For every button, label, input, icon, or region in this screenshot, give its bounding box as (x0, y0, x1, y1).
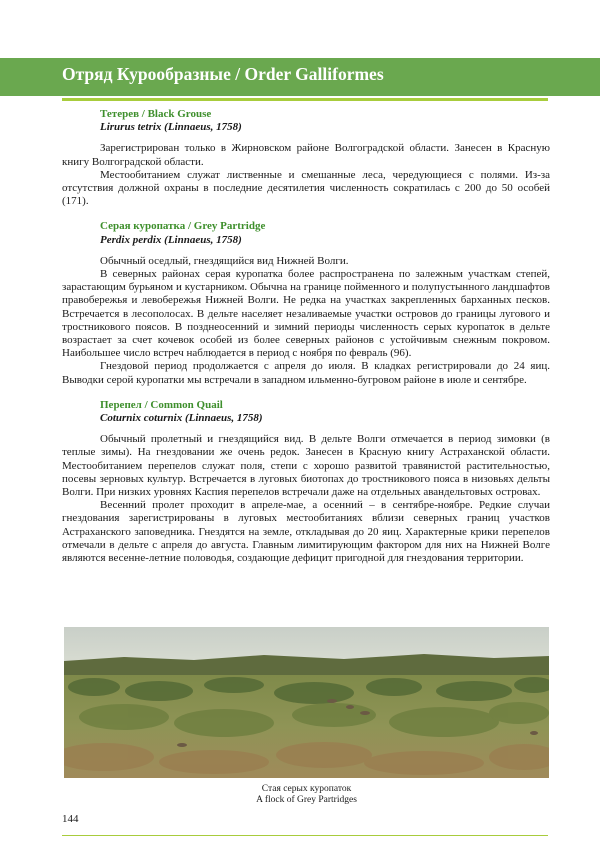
paragraph: Обычный оседлый, гнездящийся вид Нижней Волги. (100, 254, 349, 267)
steppe-photo (64, 627, 549, 778)
species-title: Тетерев / Black Grouse (100, 108, 212, 120)
species-title: Серая куропатка / Grey Partridge (100, 220, 266, 233)
species-latin-name: Coturnix coturnix (Linnaeus, 1758) (100, 412, 263, 425)
paragraph: Обычный пролетный и гнездящийся вид. В дельте Волги отмечается в период зимовки (в теплые зимы). На гнездовании же очень редок. Занесен в Красную книгу Астраханской области. Местообитанием перепелов служат поля, степи с хорошо развитой травянистой растительностью, посевы зерновых культур. Встречается в луговых биотопах до тростникового пояса в низовьях дельты Волги. При низких уровнях Каспия перепелов встречали даже на отдельных авандельтовых островах. (62, 433, 550, 499)
caption-russian: Стая серых куропаток (261, 784, 352, 794)
photo-caption (64, 784, 549, 806)
species-section-grey-partridge (62, 220, 550, 386)
main-text (62, 106, 550, 577)
order-title: Отряд Курообразные / Order Galliformes (62, 64, 384, 84)
paragraph: Гнездовой период продолжается с апреля до июля. В кладках регистрировали до 24 яиц. Выводки серой куропатки мы встречали в западном ильменно-бугровом районе в июле и сентябре. (62, 360, 550, 386)
paragraph: Местообитанием служат лиственные и смешанные леса, чередующиеся с полями. Из-за отсутствия должной охраны в последние десятилетия численность сократилась с 200 до 50 особей (171). (62, 168, 550, 208)
paragraph: Весенний пролет проходит в апреле-мае, а осенний – в сентябре-ноябре. Редкие случаи гнездования зарегистрированы в луговых местообитаниях вблизи северных границ участков Астраханского заповедника. Гнездятся на земле, откладывая до 20 яиц. Характерные крики перепелов отмечали в дельте с апреля до августа. Главным лимитирующим фактором для них на Нижней Волге являются весенне-летние половодья, создающие дефицит пригодной для гнездования территории. (62, 499, 550, 565)
caption-english: A flock of Grey Partridges (256, 795, 357, 805)
species-section-common-quail (62, 399, 550, 565)
species-section-black-grouse (62, 108, 550, 208)
header-rule (62, 98, 548, 101)
species-title: Перепел / Common Quail (100, 398, 223, 411)
paragraph: Зарегистрирован только в Жирновском районе Волгоградской области. Занесен в Красную книгу Волгоградской области. (62, 142, 550, 168)
species-latin-name: Lirurus tetrix (Linnaeus, 1758) (100, 121, 242, 134)
footer-rule (62, 835, 548, 836)
paragraph: В северных районах серая куропатка более распространена по залежным участкам степей, зарастающим бурьяном и кустарником. Обычна на границе пойменного и полупустынного ландшафтов правобережья и левобережья Нижней Волги. Не редка на участках закрепленных барханных песков. Встречается в лесополосах. В дельте населяет незаливаемые участки островов до границы лугового и тростникового поясов. В позднеосенний и зимний периоды численность серых куропаток в дельте возрастает за счет кочевок особей из более северных районов с устойчивым снежным покровом. Наибольшее число встреч наблюдается в период с ноября по февраль (96). (62, 268, 550, 360)
species-latin-name: Perdix perdix (Linnaeus, 1758) (100, 233, 242, 246)
page-number: 144 (62, 813, 79, 825)
